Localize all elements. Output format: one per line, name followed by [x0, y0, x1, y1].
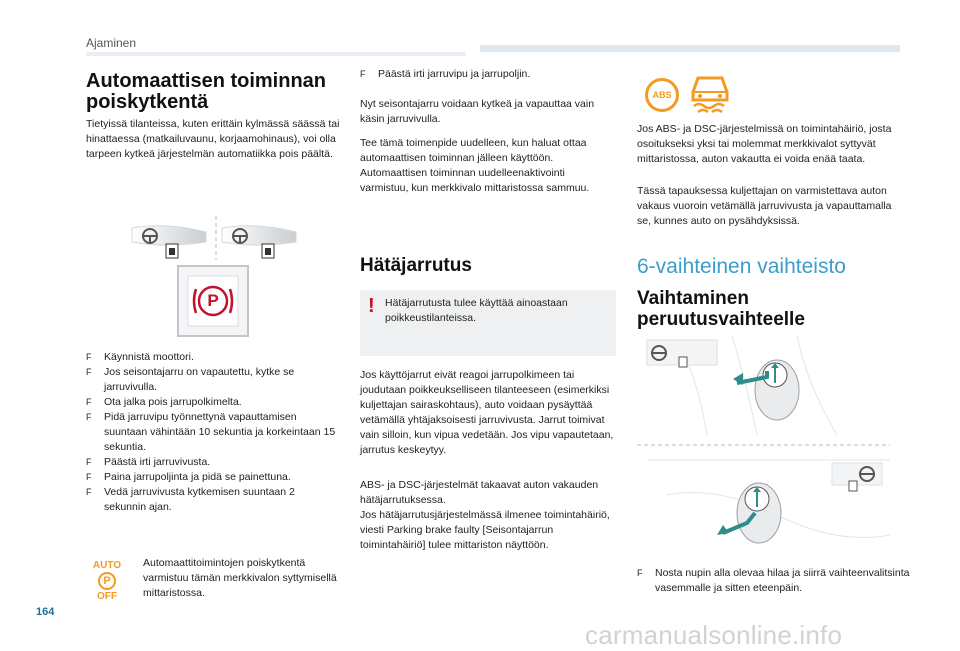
- parking-p-symbol: P: [207, 291, 219, 310]
- list-item: F Paina jarrupoljinta ja pidä se painettuna.: [86, 471, 291, 483]
- paragraph: Jos ABS- ja DSC-järjestelmissä on toimintahäiriö, josta osoitukseksi yksi tai molemmat merkkivalot syttyvät mittaristossa, auton vakautta ei voida enää taata.: [637, 123, 892, 165]
- page-number: 164: [36, 606, 55, 618]
- warning-text: Hätäjarrutusta tulee käyttää ainoastaan poikkeustilanteissa.: [385, 297, 568, 324]
- warning-icon: !: [368, 295, 375, 317]
- paragraph: Jos käyttöjarrut eivät reagoi jarrupolkimeen tai joudutaan poikkeukselliseen tilanteeseen (esimerkiksi kuljettajan sairaskohtaus), auto voidaan pysäyttää vetämällä yhtäjaksoisesti jarruvivusta. Jarrut toimivat vain silloin, kun vipua vedetään. Jos vipu vapautetaan, jarrutus keskeytyy.: [360, 369, 614, 456]
- list-item: F Ota jalka pois jarrupolkimelta.: [86, 396, 242, 408]
- paragraph: Tee tämä toimenpide uudelleen, kun haluat ottaa automaattisen toiminnan jälleen käyttöön. Automaattisen toiminnan uudelleenaktivointi varmistuu, kun merkkivalo mittaristossa sammuu.: [360, 137, 590, 194]
- running-header: Ajaminen: [86, 36, 137, 50]
- abs-warning-icon: ABS: [645, 78, 679, 112]
- list-item: F Jos seisontajarru on vapautettu, kytke se jarruvivulla.: [86, 366, 295, 393]
- auto-p-off-icon: AUTO P OFF: [92, 560, 122, 602]
- watermark: carmanualsonline.info: [585, 620, 843, 650]
- auto-off-steps: [86, 350, 338, 515]
- paragraph: Jos hätäjarrutusjärjestelmässä ilmenee toimintahäiriö, viesti Parking brake faulty [Seisontajarrun toimintahäiriö] tulee mittariston näyttöön.: [360, 509, 610, 551]
- paragraph: Nyt seisontajarru voidaan kytkeä ja vapauttaa vain käsin jarruvivulla.: [360, 98, 595, 125]
- list-item: F Päästä irti jarruvipu ja jarrupoljin.: [360, 68, 531, 80]
- list-item: F Pidä jarruvipu työnnettynä vapauttamisen suuntaan vähintään 10 sekuntia ja korkeintaan 15 sekuntia.: [86, 411, 336, 453]
- paragraph: ABS- ja DSC-järjestelmät takaavat auton vakauden hätäjarrutuksessa.: [360, 479, 599, 506]
- header-rule-left: [86, 52, 466, 56]
- list-item: F Päästä irti jarruvivusta.: [86, 456, 211, 468]
- auto-off-note: Automaattitoimintojen poiskytkentä varmistuu tämän merkkivalon syttymisellä mittaristossa.: [143, 557, 337, 599]
- section-title-emergency-braking: Hätäjarrutus: [360, 255, 472, 276]
- parking-brake-illustration: [126, 214, 306, 339]
- header-rule-right: [480, 45, 900, 52]
- intro-paragraph: Tietyissä tilanteissa, kuten erittäin kylmässä säässä tai hinattaessa (matkailuvaunu, korjaamohinaus), voi olla tarpeen kytkeä järjestelmän automatiikka pois päältä.: [86, 118, 340, 160]
- dsc-warning-icon: [688, 74, 732, 114]
- list-item: F Nosta nupin alla olevaa hilaa ja siirrä vaihteenvalitsinta vasemmalle ja sitten eteenpäin.: [637, 567, 910, 594]
- list-item: F Vedä jarruvivusta kytkemisen suuntaan 2 sekunnin ajan.: [86, 486, 295, 513]
- section-title-auto-off: Automaattisen toiminnan poiskytkentä: [86, 70, 327, 113]
- subsection-title-reverse: Vaihtaminen peruutusvaihteelle: [637, 288, 805, 330]
- list-item: F Käynnistä moottori.: [86, 351, 194, 363]
- paragraph: Tässä tapauksessa kuljettajan on varmistettava auton vakaus vuoroin vetämällä jarruvivusta ja vapauttamalla se, kunnes auto on pysähdyksissä.: [637, 185, 892, 227]
- reverse-gear-illustration: [637, 335, 890, 557]
- section-title-gearbox: 6-vaihteinen vaihteisto: [637, 255, 846, 278]
